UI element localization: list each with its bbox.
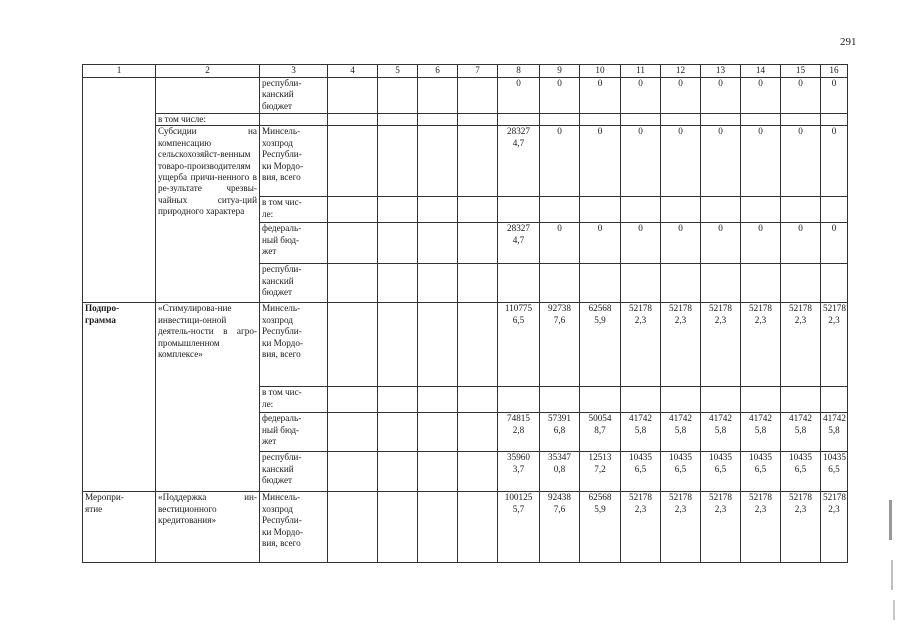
value-cell: 0	[821, 78, 848, 114]
source-cell: Минсель- хозпрод Республи- ки Мордо- вия, всего	[260, 126, 328, 197]
value-cell: 0	[701, 223, 741, 264]
value-cell: 0	[701, 78, 741, 114]
value-cell: 62568 5,9	[580, 492, 621, 563]
source-cell: федераль- ный бюд- жет	[260, 223, 328, 264]
value-cell: 41742 5,8	[621, 413, 661, 452]
value-cell: 35960 3,7	[498, 452, 540, 492]
source-cell: республи- канский бюджет	[260, 78, 328, 114]
col2-cell	[156, 78, 260, 114]
value-cell: 57391 6,8	[540, 413, 580, 452]
value-cell: 0	[540, 223, 580, 264]
header-cell: 8	[498, 65, 540, 78]
value-cell: 10435 6,5	[741, 452, 781, 492]
value-cell: 100125 5,7	[498, 492, 540, 563]
header-cell: 9	[540, 65, 580, 78]
source-cell: республи- канский бюджет	[260, 264, 328, 303]
value-cell: 52178 2,3	[621, 492, 661, 563]
source-cell: Минсель- хозпрод Республи- ки Мордо- вия, всего	[260, 492, 328, 563]
col1-cell: Подпро- грамма	[83, 303, 156, 492]
value-cell: 0	[621, 223, 661, 264]
header-cell: 10	[580, 65, 621, 78]
value-cell: 0	[781, 223, 821, 264]
value-cell: 0	[540, 126, 580, 197]
header-cell: 5	[378, 65, 418, 78]
header-cell: 1	[83, 65, 156, 78]
value-cell: 52178 2,3	[621, 303, 661, 387]
value-cell: 52178 2,3	[701, 492, 741, 563]
value-cell: 41742 5,8	[821, 413, 848, 452]
header-cell: 2	[156, 65, 260, 78]
value-cell: 41742 5,8	[741, 413, 781, 452]
value-cell: 28327 4,7	[498, 223, 540, 264]
source-cell: Минсель- хозпрод Республи- ки Мордо- вия, всего	[260, 303, 328, 387]
value-cell: 110775 6,5	[498, 303, 540, 387]
value-cell: 0	[580, 126, 621, 197]
value-cell: 0	[580, 78, 621, 114]
value-cell: 10435 6,5	[621, 452, 661, 492]
header-cell: 15	[781, 65, 821, 78]
source-cell: в том чис- ле:	[260, 197, 328, 223]
value-cell: 10435 6,5	[781, 452, 821, 492]
value-cell: 0	[621, 126, 661, 197]
scan-mark	[889, 500, 892, 540]
value-cell: 0	[821, 126, 848, 197]
col2-cell: Субсидии на компенсацию сельскохозяйст-венным товаро-производителям ущерба причи-ненного в ре-зультате чрезвы-чайных ситуа-ций природного характера	[156, 126, 260, 303]
value-cell: 0	[661, 223, 701, 264]
value-cell: 52178 2,3	[661, 492, 701, 563]
col2-cell: «Стимулирова-ние инвестици-онной деятель-ности в агро-промышленном комплексе»	[156, 303, 260, 492]
source-cell: федераль- ный бюд- жет	[260, 413, 328, 452]
value-cell: 92738 7,6	[540, 303, 580, 387]
header-row	[83, 65, 848, 78]
source-cell: республи- канский бюджет	[260, 452, 328, 492]
table-row	[83, 126, 848, 197]
value-cell: 0	[661, 126, 701, 197]
value-cell: 0	[540, 78, 580, 114]
header-cell: 13	[701, 65, 741, 78]
col1-cell	[83, 78, 156, 303]
value-cell: 10435 6,5	[821, 452, 848, 492]
scan-mark	[891, 560, 893, 590]
value-cell: 41742 5,8	[701, 413, 741, 452]
value-cell: 50054 8,7	[580, 413, 621, 452]
value-cell: 52178 2,3	[821, 492, 848, 563]
value-cell: 0	[741, 126, 781, 197]
value-cell: 0	[741, 223, 781, 264]
value-cell: 0	[701, 126, 741, 197]
value-cell: 52178 2,3	[661, 303, 701, 387]
value-cell: 0	[821, 223, 848, 264]
header-cell: 14	[741, 65, 781, 78]
value-cell: 12513 7,2	[580, 452, 621, 492]
value-cell: 28327 4,7	[498, 126, 540, 197]
value-cell: 0	[781, 126, 821, 197]
value-cell: 0	[498, 78, 540, 114]
col2-cell: «Поддержка ин-вестиционного кредитования»	[156, 492, 260, 563]
header-cell: 11	[621, 65, 661, 78]
value-cell: 41742 5,8	[661, 413, 701, 452]
value-cell: 52178 2,3	[821, 303, 848, 387]
value-cell: 52178 2,3	[781, 492, 821, 563]
value-cell: 52178 2,3	[741, 492, 781, 563]
value-cell: 52178 2,3	[741, 303, 781, 387]
scan-mark	[893, 600, 895, 620]
value-cell: 74815 2,8	[498, 413, 540, 452]
value-cell: 62568 5,9	[580, 303, 621, 387]
value-cell: 0	[781, 78, 821, 114]
header-cell: 6	[418, 65, 458, 78]
header-cell: 12	[661, 65, 701, 78]
table-row	[83, 78, 848, 114]
col2-cell: в том числе:	[156, 114, 260, 126]
value-cell: 0	[741, 78, 781, 114]
value-cell: 52178 2,3	[701, 303, 741, 387]
value-cell: 52178 2,3	[781, 303, 821, 387]
value-cell: 0	[661, 78, 701, 114]
value-cell: 35347 0,8	[540, 452, 580, 492]
table-row	[83, 492, 848, 563]
value-cell: 41742 5,8	[781, 413, 821, 452]
source-cell: в том чис- ле:	[260, 387, 328, 413]
header-cell: 16	[821, 65, 848, 78]
header-cell: 3	[260, 65, 328, 78]
table-row	[83, 303, 848, 387]
value-cell: 10435 6,5	[661, 452, 701, 492]
value-cell: 10435 6,5	[701, 452, 741, 492]
header-cell: 4	[328, 65, 378, 78]
value-cell: 92438 7,6	[540, 492, 580, 563]
table-row	[83, 114, 848, 126]
value-cell: 0	[580, 223, 621, 264]
header-cell: 7	[458, 65, 498, 78]
budget-table	[82, 64, 848, 563]
col1-cell: Меропри- ятие	[83, 492, 156, 563]
page-number: 291	[840, 36, 857, 48]
value-cell: 0	[621, 78, 661, 114]
